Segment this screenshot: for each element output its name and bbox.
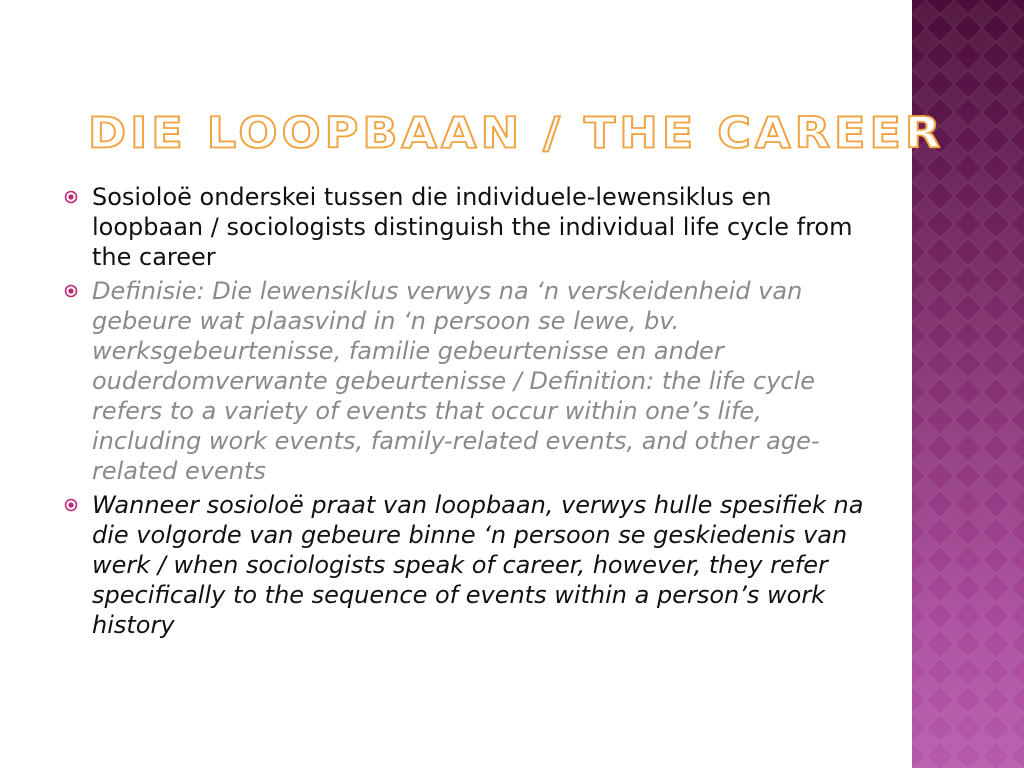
slide-title	[88, 104, 945, 162]
bullet-text: Sosioloë onderskei tussen die individuele-lewensiklus en loopbaan / sociologists distinguish the individual life cycle from the career	[92, 183, 853, 271]
bullet-text: Wanneer sosioloë praat van loopbaan, verwys hulle spesifiek na die volgorde van gebeure binne ‘n persoon se geskiedenis van werk / when sociologists speak of career, however, they refer specifically to the sequence of events within a person’s work history	[92, 491, 864, 639]
bullet-item	[64, 490, 864, 640]
bullet-text: Definisie: Die lewensiklus verwys na ‘n verskeidenheid van gebeure wat plaasvind in ‘n persoon se lewe, bv. werksgebeurtenisse, familie gebeurtenisse en ander ouderdomverwante gebeurtenisse / Definition: the life cycle refers to a variety of events that occur within one’s life, including work events, family-related events, and other age-related events	[92, 277, 820, 485]
bullet-item	[64, 276, 864, 486]
circled-dot-icon	[64, 498, 78, 512]
slide-title-text: DIE LOOPBAAN / THE CAREER	[88, 108, 945, 158]
circled-dot-icon	[64, 284, 78, 298]
bullet-item	[64, 182, 864, 272]
circled-dot-icon	[64, 190, 78, 204]
bullet-list	[64, 182, 864, 644]
